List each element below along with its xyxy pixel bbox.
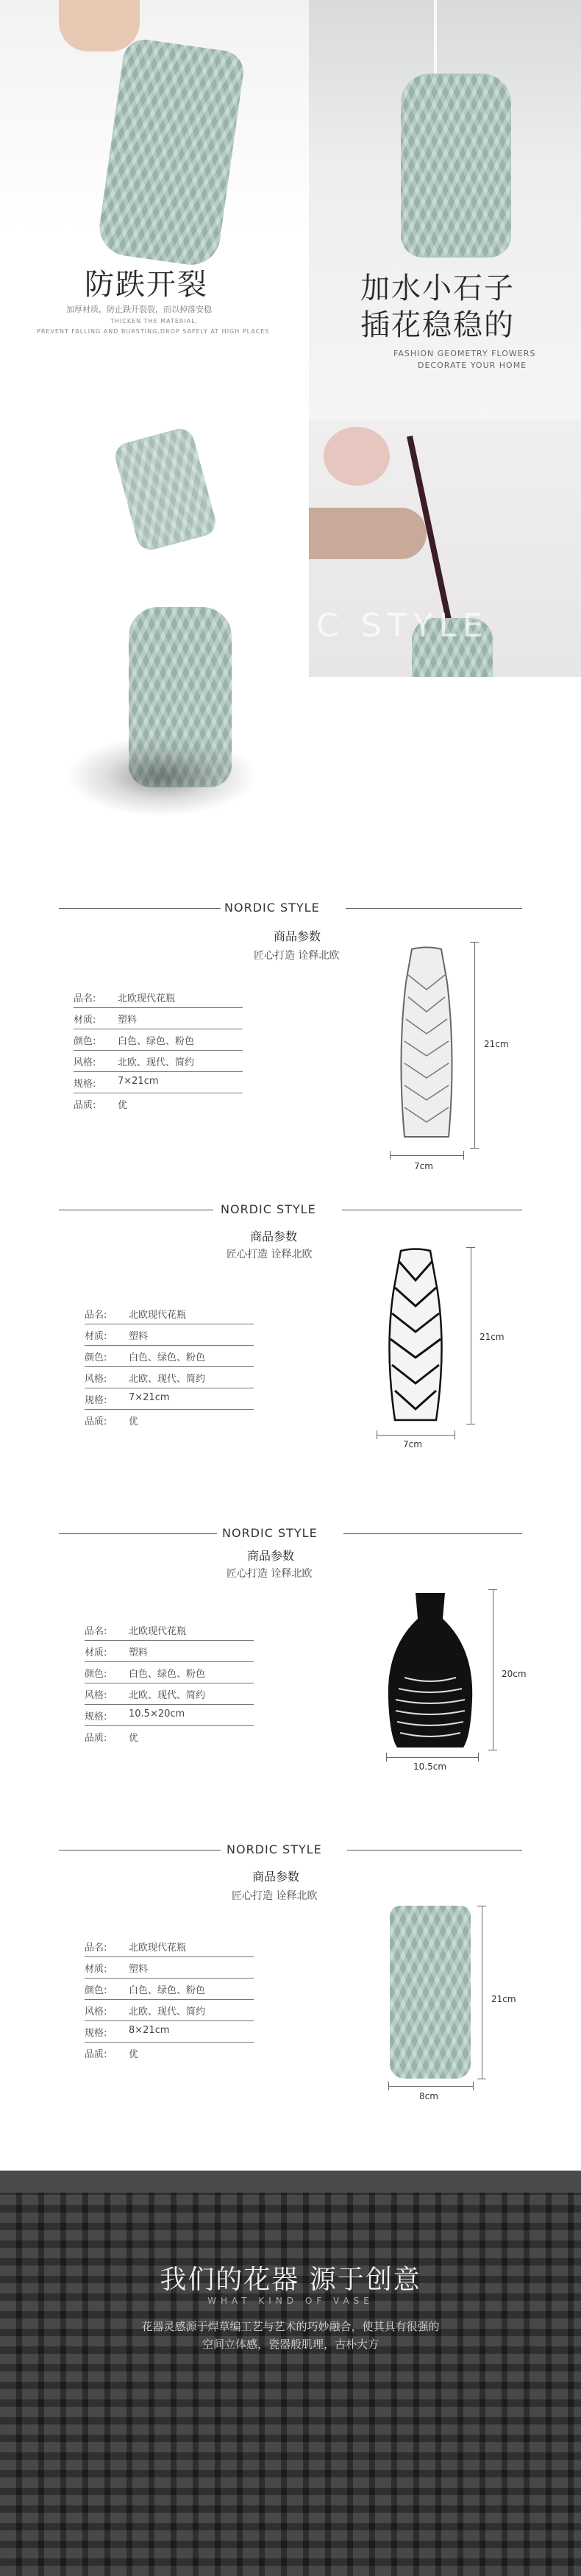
hand-image: [59, 0, 140, 52]
hero-section: [0, 0, 581, 876]
section-heading: NORDIC STYLE: [227, 1842, 322, 1856]
spec-value: 北欧现代花瓶: [129, 1626, 187, 1637]
description-line: 空间立体感，瓷器般肌理，古朴大方: [202, 2338, 379, 2351]
spec-row: [85, 1619, 254, 1641]
spec-key: 规格:: [85, 1711, 107, 1722]
width-cap: [390, 1151, 391, 1160]
height-line: [474, 942, 475, 1148]
spec-row: [74, 1007, 243, 1029]
panel-water-stones: [309, 0, 581, 419]
section-title: 商品参数: [252, 1870, 300, 1884]
spec-row: [85, 1683, 254, 1705]
section-title: 商品参数: [247, 1549, 295, 1563]
vase-image: [96, 37, 246, 269]
spec-row: [74, 1093, 243, 1114]
spec-value: 塑料: [129, 1964, 149, 1975]
spec-row: [85, 1978, 254, 2000]
section-title: 商品参数: [250, 1230, 298, 1243]
spec-key: 规格:: [85, 1395, 107, 1406]
spec-section: [0, 1825, 581, 2126]
spec-value: 北欧现代花瓶: [129, 1942, 187, 1954]
divider-line: [343, 1533, 522, 1534]
width-line: [377, 1435, 455, 1436]
spec-key: 规格:: [74, 1079, 96, 1090]
spec-key: 品名:: [85, 1626, 107, 1637]
vase-falling-image: [112, 425, 218, 553]
spec-section: [0, 1185, 581, 1486]
spec-row: [74, 1071, 243, 1093]
spec-value: 10.5×20cm: [129, 1709, 185, 1720]
spec-row: [85, 1956, 254, 1979]
width-cap: [463, 1151, 464, 1160]
panel-en-line2: DECORATE YOUR HOME: [418, 361, 527, 370]
spec-key: 材质:: [85, 1647, 107, 1658]
height-cap: [466, 1247, 475, 1248]
spec-value: 优: [129, 1733, 139, 1744]
spec-value: 7×21cm: [118, 1076, 159, 1087]
spec-value: 塑料: [118, 1015, 138, 1026]
spec-key: 品质:: [74, 1100, 96, 1111]
panel-drop-proof: [0, 0, 309, 419]
vase-sketch-image: [379, 1247, 452, 1424]
spec-value: 白色、绿色、粉色: [129, 1669, 206, 1680]
spec-section: [0, 1508, 581, 1810]
divider-line: [59, 1533, 217, 1534]
divider-line: [346, 908, 522, 909]
spec-value: 北欧、现代、简约: [129, 1374, 206, 1385]
spec-value: 8×21cm: [129, 2025, 170, 2036]
spec-row: [85, 1704, 254, 1726]
spec-key: 材质:: [74, 1015, 96, 1026]
divider-line: [59, 908, 221, 909]
spec-value: 白色、绿色、粉色: [129, 1352, 206, 1363]
spec-row: [85, 1640, 254, 1662]
section-slogan: 匠心打造 诠释北欧: [232, 1890, 318, 1902]
spec-value: 北欧现代花瓶: [118, 993, 176, 1004]
spec-key: 材质:: [85, 1331, 107, 1342]
spec-value: 北欧、现代、简约: [129, 1690, 206, 1701]
spec-row: [85, 1345, 254, 1367]
divider-line: [59, 1850, 221, 1851]
panel-subtitle: 加厚材质，防止跌开裂裂，而以掉落安稳: [66, 305, 212, 314]
water-stream-image: [434, 0, 437, 81]
spec-key: 品质:: [85, 2049, 107, 2060]
panel-en-line2: PREVENT FALLING AND BURSTING,DROP SAFELY AT HIGH PLACES: [37, 328, 270, 335]
spec-row: [85, 1366, 254, 1388]
width-label: 10.5cm: [413, 1761, 447, 1772]
panel-title: 防跌开裂: [85, 268, 208, 302]
spec-key: 风格:: [85, 1374, 107, 1385]
height-label: 21cm: [480, 1332, 505, 1342]
spec-value: 白色、绿色、粉色: [129, 1985, 206, 1996]
spec-row: [85, 1661, 254, 1683]
spec-value: 北欧、现代、简约: [129, 2006, 206, 2018]
width-cap: [478, 1753, 479, 1761]
brand-description: [132, 2318, 449, 2353]
width-label: 7cm: [414, 1161, 433, 1171]
width-label: 8cm: [419, 2091, 438, 2101]
width-cap: [388, 2082, 389, 2090]
section-slogan: 匠心打造 诠释北欧: [227, 1568, 313, 1580]
spec-value: 优: [129, 2049, 139, 2060]
vase-sketch-image: [382, 1589, 478, 1751]
spec-key: 材质:: [85, 1964, 107, 1975]
width-line: [386, 1757, 478, 1758]
spec-value: 优: [129, 1416, 139, 1427]
vase-sketch-image: [390, 945, 463, 1144]
section-heading: NORDIC STYLE: [221, 1202, 316, 1216]
height-label: 21cm: [484, 1039, 509, 1049]
splash-image: [66, 736, 257, 817]
spec-value: 优: [118, 1100, 128, 1111]
height-label: 20cm: [502, 1669, 527, 1679]
section-heading: NORDIC STYLE: [222, 1526, 318, 1540]
panel-title-line2: 插花稳稳的: [360, 308, 515, 342]
height-cap: [470, 1148, 479, 1149]
spec-key: 风格:: [85, 1690, 107, 1701]
height-cap: [488, 1589, 497, 1590]
spec-key: 颜色:: [85, 1352, 107, 1363]
brand-subtitle-en: WHAT KIND OF VASE: [207, 2296, 374, 2306]
spec-section: [0, 883, 581, 1185]
description-line: 花器灵感源于焊草编工艺与艺术的巧妙融合，使其具有很强的: [141, 2320, 440, 2333]
spec-key: 品名:: [85, 1310, 107, 1321]
spec-row: [85, 2042, 254, 2063]
width-cap: [473, 2082, 474, 2090]
top-bar: [0, 2171, 581, 2193]
brand-title: 我们的花器 源于创意: [160, 2265, 421, 2295]
vase-image: [390, 1906, 471, 2079]
spec-row: [85, 1725, 254, 1747]
spec-row: [85, 1409, 254, 1430]
brand-section: [0, 2171, 581, 2576]
spec-key: 颜色:: [85, 1985, 107, 1996]
spec-key: 规格:: [85, 2028, 107, 2039]
section-slogan: 匠心打造 诠释北欧: [254, 950, 340, 962]
spec-key: 颜色:: [74, 1036, 96, 1047]
spec-row: [85, 1388, 254, 1410]
vase-image: [401, 74, 511, 258]
section-slogan: 匠心打造 诠释北欧: [227, 1249, 313, 1260]
watermark-text: C STYLE: [316, 607, 489, 645]
spec-key: 品名:: [74, 993, 96, 1004]
panel-drop-test: [0, 419, 309, 876]
divider-line: [347, 1850, 522, 1851]
section-heading: NORDIC STYLE: [224, 901, 320, 915]
spec-value: 塑料: [129, 1647, 149, 1658]
spec-value: 塑料: [129, 1331, 149, 1342]
flower-image: [324, 427, 390, 486]
width-cap: [386, 1753, 387, 1761]
panel-en-line1: THICKEN THE MATERIAL,: [110, 318, 199, 324]
height-cap: [470, 942, 479, 943]
hand-image: [309, 508, 427, 559]
spec-row: [85, 1999, 254, 2021]
width-line: [390, 1155, 463, 1156]
spec-key: 品质:: [85, 1416, 107, 1427]
spec-row: [85, 1302, 254, 1324]
panel-title-line1: 加水小石子: [360, 272, 515, 305]
spec-row: [74, 1029, 243, 1051]
woven-texture-background: [0, 2171, 581, 2576]
spec-value: 白色、绿色、粉色: [118, 1036, 195, 1047]
panel-flower-arrangement: [309, 419, 581, 677]
spec-value: 北欧、现代、简约: [118, 1057, 195, 1068]
width-line: [388, 2086, 473, 2087]
spec-row: [85, 2020, 254, 2043]
panel-en-line1: FASHION GEOMETRY FLOWERS: [393, 349, 536, 358]
spec-key: 风格:: [85, 2006, 107, 2018]
spec-key: 颜色:: [85, 1669, 107, 1680]
section-title: 商品参数: [274, 929, 321, 943]
spec-key: 品名:: [85, 1942, 107, 1954]
spec-row: [85, 1324, 254, 1346]
spec-key: 风格:: [74, 1057, 96, 1068]
spec-row: [85, 1935, 254, 1957]
spec-key: 品质:: [85, 1733, 107, 1744]
spec-row: [74, 1050, 243, 1072]
spec-value: 7×21cm: [129, 1392, 170, 1403]
spec-row: [74, 986, 243, 1008]
spec-value: 北欧现代花瓶: [129, 1310, 187, 1321]
width-label: 7cm: [403, 1439, 422, 1450]
height-label: 21cm: [491, 1994, 516, 2004]
